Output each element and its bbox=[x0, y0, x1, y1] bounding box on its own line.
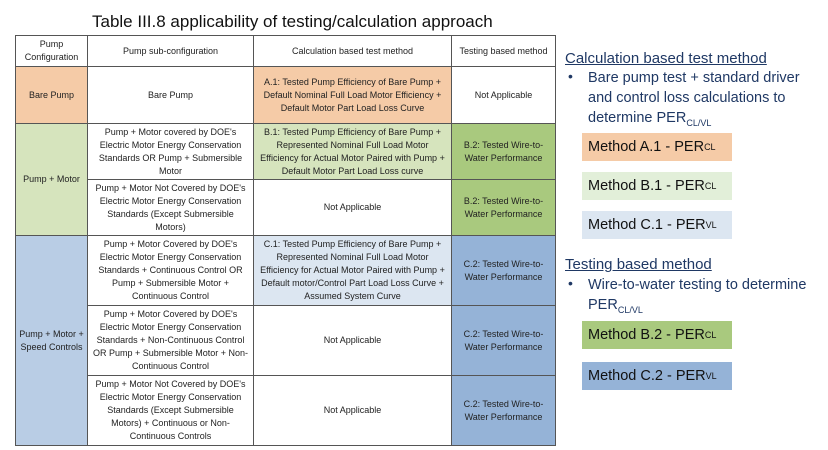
testing-method-heading: Testing based method bbox=[565, 256, 712, 273]
sub-config-cell: Pump + Motor Covered by DOE's Electric Motor Energy Conservation Standards + Non-Continuous Control OR Pump + Submersible Motor + Non-Continuous Control bbox=[88, 306, 254, 376]
calc-method-cell: Not Applicable bbox=[254, 306, 452, 376]
table-row bbox=[16, 306, 556, 376]
calc-method-description: Bare pump test + standard driver and control loss calculations to determine $PER_{CL/VL}$ bbox=[588, 70, 800, 128]
table-title: Table III.8 applicability of testing/calculation approach bbox=[92, 12, 493, 31]
header-pump-sub-configuration: Pump sub-configuration bbox=[88, 36, 254, 67]
method-b2-box: Method B.2 - PER CL bbox=[582, 321, 732, 349]
sub-config-cell: Pump + Motor Not Covered by DOE's Electric Motor Energy Conservation Standards (Except Submersible Motors) + Continuous or Non-Continuous Controls bbox=[88, 376, 254, 446]
table-row bbox=[16, 124, 556, 180]
calc-method-cell: B.1: Tested Pump Efficiency of Bare Pump + Represented Nominal Full Load Motor Efficiency for Actual Motor Paired with Pump + Default Motor Part Load Loss curve bbox=[254, 124, 452, 180]
method-a1-box: Method A.1 - PER CL bbox=[582, 133, 732, 161]
calc-method-cell: C.1: Tested Pump Efficiency of Bare Pump + Represented Nominal Full Load Motor Efficiency for Actual Motor Paired with Pump + Default motor/Control Part Load Loss Curve + Assumed System Curve bbox=[254, 236, 452, 306]
sub-config-cell: Pump + Motor Not Covered by DOE's Electric Motor Energy Conservation Standards (Except Submersible Motors) bbox=[88, 180, 254, 236]
table-header-row bbox=[16, 36, 556, 67]
applicability-table bbox=[15, 35, 556, 446]
method-c1-box: Method C.1 - PER VL bbox=[582, 211, 732, 239]
calc-method-heading: Calculation based test method bbox=[565, 50, 767, 67]
testing-method-cell: B.2: Tested Wire-to-Water Performance bbox=[452, 180, 556, 236]
method-c2-box: Method C.2 - PER VL bbox=[582, 362, 732, 390]
testing-method-cell: C.2: Tested Wire-to-Water Performance bbox=[452, 376, 556, 446]
config-cell: Bare Pump bbox=[16, 67, 88, 124]
table-row bbox=[16, 376, 556, 446]
config-cell: Pump + Motor bbox=[16, 124, 88, 236]
testing-method-cell: C.2: Tested Wire-to-Water Performance bbox=[452, 236, 556, 306]
calc-method-cell: Not Applicable bbox=[254, 376, 452, 446]
sub-config-cell: Pump + Motor Covered by DOE's Electric Motor Energy Conservation Standards + Continuous Control OR Pump + Submersible Motor + Continuous Control bbox=[88, 236, 254, 306]
sub-config-cell: Bare Pump bbox=[88, 67, 254, 124]
testing-method-cell: B.2: Tested Wire-to-Water Performance bbox=[452, 124, 556, 180]
header-testing-method: Testing based method bbox=[452, 36, 556, 67]
testing-method-description: Wire-to-water testing to determine $PER_{CL/VL}$ bbox=[588, 277, 807, 315]
header-calculation-method: Calculation based test method bbox=[254, 36, 452, 67]
testing-method-cell: C.2: Tested Wire-to-Water Performance bbox=[452, 306, 556, 376]
bullet-icon: • bbox=[568, 68, 573, 84]
testing-method-cell: Not Applicable bbox=[452, 67, 556, 124]
table-row bbox=[16, 67, 556, 124]
header-pump-configuration: Pump Configuration bbox=[16, 36, 88, 67]
sub-config-cell: Pump + Motor covered by DOE's Electric Motor Energy Conservation Standards OR Pump + Submersible Motor bbox=[88, 124, 254, 180]
method-b1-box: Method B.1 - PER CL bbox=[582, 172, 732, 200]
calc-method-cell: Not Applicable bbox=[254, 180, 452, 236]
calc-method-cell: A.1: Tested Pump Efficiency of Bare Pump + Default Nominal Full Load Motor Efficiency + Default Motor Part Load Loss Curve bbox=[254, 67, 452, 124]
table-row bbox=[16, 180, 556, 236]
config-cell: Pump + Motor + Speed Controls bbox=[16, 236, 88, 446]
table-row bbox=[16, 236, 556, 306]
bullet-icon: • bbox=[568, 275, 573, 291]
